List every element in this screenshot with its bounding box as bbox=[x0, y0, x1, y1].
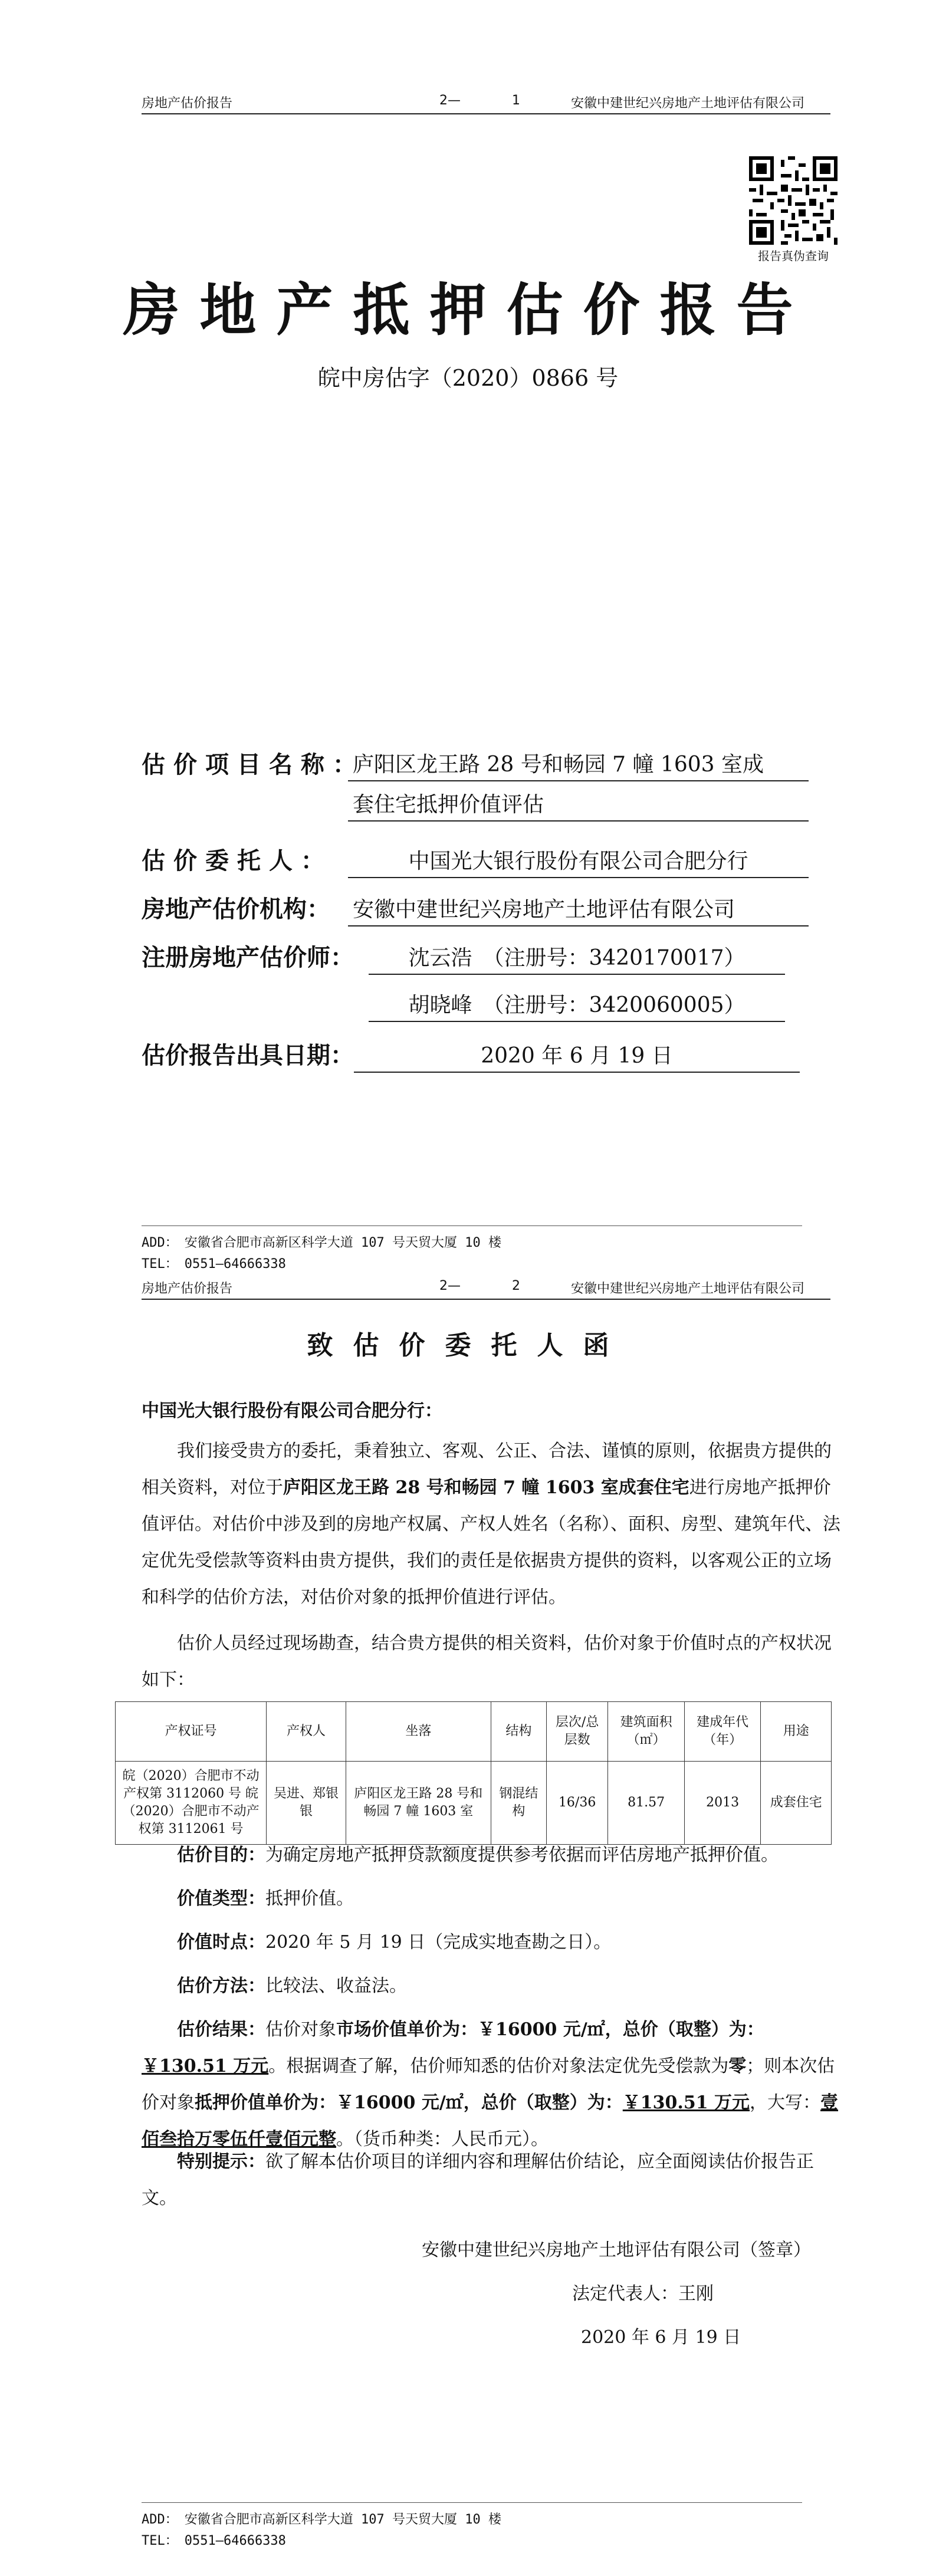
purpose-label: 估价目的： bbox=[177, 1845, 265, 1865]
page2-header-right: 安徽中建世纪兴房地产土地评估有限公司 bbox=[571, 1282, 805, 1296]
value-time-value: 2020 年 5 月 19 日（完成实地查勘之日）。 bbox=[265, 1932, 612, 1953]
result-mortgage-total: ￥130.51 万元 bbox=[622, 2092, 750, 2113]
page2-footer-tel: TEL： 0551—64666338 bbox=[142, 2534, 286, 2548]
table-header: 建筑面积（㎡） bbox=[608, 1702, 685, 1762]
table-cell: 皖（2020）合肥市不动产权第 3112060 号 皖（2020）合肥市不动产权第 3112061 号 bbox=[116, 1762, 267, 1845]
result-text-4: 。根据调查了解，估价师知悉的估价对象法定优先受偿款为 bbox=[268, 2056, 729, 2076]
signature-representative: 法定代表人：王刚 bbox=[572, 2283, 714, 2304]
table-header: 层次/总层数 bbox=[547, 1702, 608, 1762]
table-cell: 16/36 bbox=[547, 1762, 608, 1845]
page2-footer-address: ADD： 安徽省合肥市高新区科学大道 107 号天贸大厦 10 楼 bbox=[142, 2512, 501, 2527]
table-cell: 钢混结构 bbox=[491, 1762, 546, 1845]
method-value: 比较法、收益法。 bbox=[265, 1976, 407, 1996]
method-label: 估价方法： bbox=[177, 1976, 265, 1996]
paragraph-2: 估价人员经过现场勘查，结合贵方提供的相关资料，估价对象于价值时点的产权状况如下： bbox=[142, 1633, 832, 1690]
table-cell: 庐阳区龙王路 28 号和畅园 7 幢 1603 室 bbox=[346, 1762, 491, 1845]
signature-date: 2020 年 6 月 19 日 bbox=[581, 2327, 741, 2348]
page1-footer-tel: TEL： 0551—64666338 bbox=[142, 1257, 286, 1271]
page1-header-page-total: 2— bbox=[439, 93, 461, 108]
result-text-6: ；则本次估价对象 bbox=[142, 2056, 835, 2113]
table-header: 结构 bbox=[491, 1702, 546, 1762]
page2-header-page-num: 2 bbox=[512, 1279, 520, 1293]
agency-value: 安徽中建世纪兴房地产土地评估有限公司 bbox=[348, 893, 809, 926]
date-value: 2020 年 6 月 19 日 bbox=[354, 1039, 800, 1073]
page1-footer-rule bbox=[142, 1225, 802, 1226]
value-type-label: 价值类型： bbox=[177, 1888, 265, 1909]
table-header: 产权证号 bbox=[116, 1702, 267, 1762]
result-market-total: ￥130.51 万元 bbox=[142, 2056, 269, 2076]
project-value-line1: 庐阳区龙王路 28 号和畅园 7 幢 1603 室成 bbox=[348, 748, 809, 781]
signature-company: 安徽中建世纪兴房地产土地评估有限公司（签章） bbox=[422, 2240, 811, 2260]
table-cell: 2013 bbox=[684, 1762, 761, 1845]
appraiser-2: 胡晓峰 （注册号：3420060005） bbox=[369, 988, 785, 1022]
page1-header-left: 房地产估价报告 bbox=[142, 96, 233, 111]
salutation: 中国光大银行股份有限公司合肥分行： bbox=[142, 1401, 442, 1421]
page1-footer-address: ADD： 安徽省合肥市高新区科学大道 107 号天贸大厦 10 楼 bbox=[142, 1236, 501, 1250]
method-line bbox=[142, 1968, 843, 2005]
paragraph-1 bbox=[142, 1433, 843, 1616]
value-type-line bbox=[142, 1881, 843, 1917]
value-type-value: 抵押价值。 bbox=[265, 1888, 354, 1909]
property-address: 庐阳区龙王路 28 号和畅园 7 幢 1603 室成套住宅 bbox=[283, 1477, 689, 1498]
page2-header-page-total: 2— bbox=[439, 1279, 461, 1293]
purpose-value: 为确定房地产抵押贷款额度提供参考依据而评估房地产抵押价值。 bbox=[265, 1845, 779, 1865]
result-mortgage-price: 抵押价值单价为：￥16000 元/㎡，总价（取整）为： bbox=[195, 2092, 623, 2113]
result-text-1: 估价对象 bbox=[265, 2019, 336, 2040]
appraiser-label: 注册房地产估价师： bbox=[142, 944, 354, 971]
client-value: 中国光大银行股份有限公司合肥分行 bbox=[348, 845, 809, 878]
tip-label: 特别提示： bbox=[177, 2151, 265, 2172]
value-time-line bbox=[142, 1924, 843, 1961]
paragraph-1-c: 进行房地产抵押价值评估。对估价中涉及到的房地产权属、产权人姓名（名称）、面积、房型、建筑年代、法定优先受偿款等资料由贵方提供，我们的责任是依据贵方提供的资料，以客观公正的立场和科学的估价方法，对估价对象的抵押价值进行评估。 bbox=[142, 1477, 840, 1608]
table-cell: 81.57 bbox=[608, 1762, 685, 1845]
letter-title: 致估价委托人函 bbox=[307, 1330, 629, 1361]
page1-header-rule bbox=[142, 113, 830, 114]
table-cell: 吴进、郑银银 bbox=[267, 1762, 346, 1845]
result-paragraph bbox=[142, 2012, 843, 2158]
page1-header-right: 安徽中建世纪兴房地产土地评估有限公司 bbox=[571, 96, 805, 111]
value-time-label: 价值时点： bbox=[177, 1932, 265, 1953]
table-header: 产权人 bbox=[267, 1702, 346, 1762]
paragraph-1-a: 我们接受贵方的委托，秉着独立、客观、公正、合法、谨慎的原则，依据贵方提供的相关资料，对位于 bbox=[142, 1441, 832, 1498]
tip-paragraph bbox=[142, 2144, 843, 2217]
agency-label: 房地产估价机构： bbox=[142, 896, 330, 923]
page2-footer-rule bbox=[142, 2502, 802, 2503]
table-header: 用途 bbox=[761, 1702, 832, 1762]
table-header-row bbox=[116, 1702, 832, 1762]
cover-title: 房地产抵押估价报告 bbox=[123, 277, 813, 343]
page1-header-page-num: 1 bbox=[512, 93, 520, 108]
client-label: 估价委托人： bbox=[142, 847, 333, 875]
property-table bbox=[115, 1701, 832, 1845]
result-market-price: 市场价值单价为：￥16000 元/㎡，总价（取整）为： bbox=[336, 2019, 764, 2040]
table-header: 建成年代（年） bbox=[684, 1702, 761, 1762]
result-label: 估价结果： bbox=[177, 2019, 265, 2040]
appraiser-1: 沈云浩 （注册号：3420170017） bbox=[369, 941, 785, 975]
page2-header-left: 房地产估价报告 bbox=[142, 1282, 233, 1296]
result-in-words: 壹佰叁拾万零伍仟壹佰元整 bbox=[142, 2092, 839, 2150]
date-label: 估价报告出具日期： bbox=[142, 1042, 354, 1069]
table-cell: 成套住宅 bbox=[761, 1762, 832, 1845]
page2-header-rule bbox=[142, 1299, 830, 1300]
result-text-9: ，大写： bbox=[750, 2092, 821, 2113]
table-header: 坐落 bbox=[346, 1702, 491, 1762]
qr-caption: 报告真伪查询 bbox=[758, 249, 829, 263]
project-label: 估价项目名称： bbox=[142, 751, 364, 778]
project-value-line2: 套住宅抵押价值评估 bbox=[348, 788, 809, 822]
table-row bbox=[116, 1762, 832, 1845]
result-text-11: 。（货币种类：人民币元）。 bbox=[336, 2129, 549, 2150]
qr-code-icon[interactable] bbox=[749, 156, 838, 245]
purpose-line bbox=[142, 1837, 843, 1874]
report-number: 皖中房估字（2020）0866 号 bbox=[317, 365, 619, 391]
result-priority: 零 bbox=[728, 2056, 747, 2076]
tip-value: 欲了解本估价项目的详细内容和理解估价结论，应全面阅读估价报告正文。 bbox=[142, 2151, 814, 2209]
